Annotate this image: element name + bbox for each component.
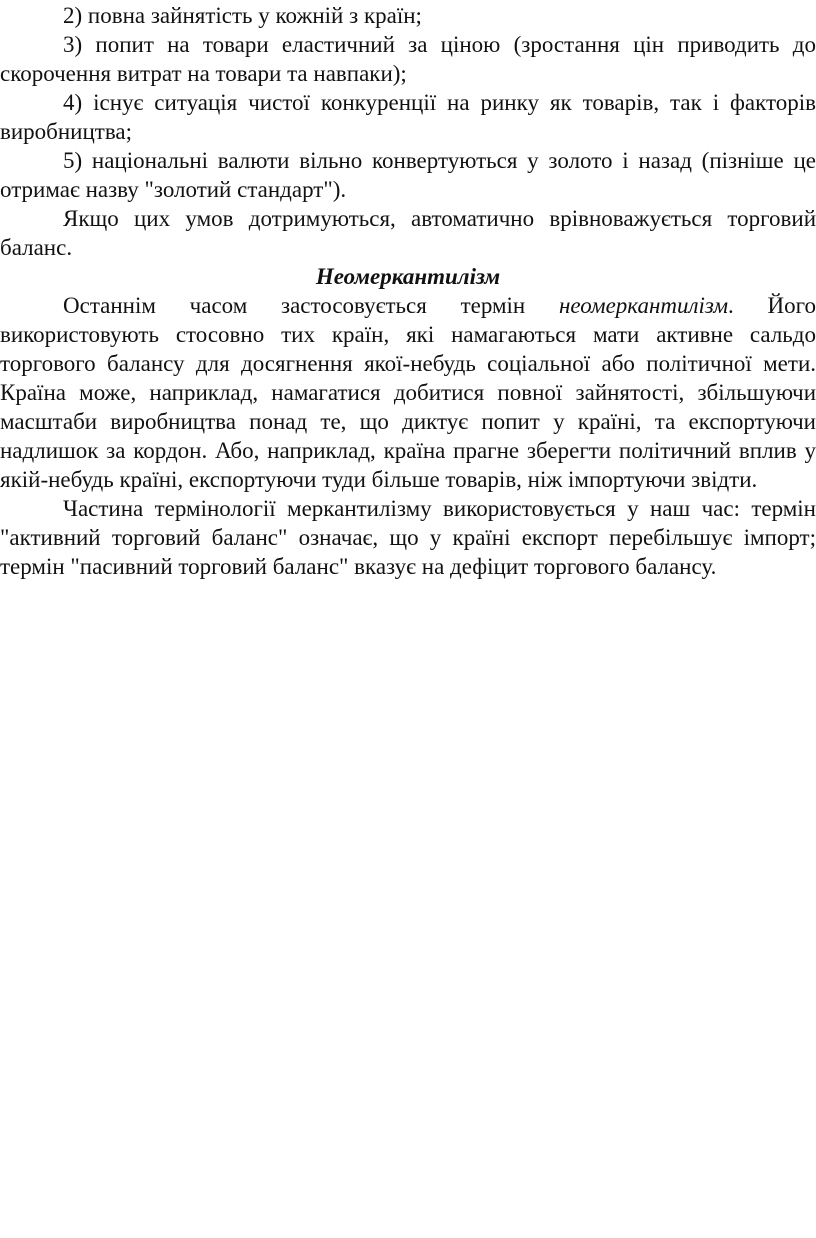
list-item-3: 3) попит на товари еластичний за ціною (зростання цін приводить до скорочення витрат на товари та навпаки); [0, 32, 816, 86]
terminology-paragraph: Частина термінології меркантилізму використовується у наш час: термін "активний торговий баланс" означає, що у країні експорт перебільшує імпорт; термін "пасивний торговий баланс" вказує на дефіцит торгового балансу. [0, 496, 816, 579]
list-item-2: 2) повна зайнятість у кожній з країн; [63, 3, 422, 28]
condition-paragraph: Якщо цих умов дотримуються, автоматично врівноважується торговий баланс. [0, 206, 816, 260]
italic-term: неомеркантилізм [558, 293, 729, 318]
neomercantilism-paragraph [0, 291, 816, 494]
list-item-4: 4) існує ситуація чистої конкуренції на ринку як товарів, так і факторів виробництва; [0, 90, 816, 144]
document-page [0, 0, 816, 581]
section-heading: Неомеркантилізм [315, 264, 501, 289]
list-item-5: 5) національні валюти вільно конвертуються у золото і назад (пізніше це отримає назву "золотий стандарт"). [0, 148, 816, 202]
paragraph-lead: Останнім часом застосовується термін [63, 293, 559, 318]
paragraph-rest: . Його використовують стосовно тих країн, які намагаються мати активне сальдо торгового балансу для досягнення якої-небудь соціальної або політичної мети. Країна може, наприклад, намагатися добитися повної зайнятості, збільшуючи масштаби виробництва понад те, що диктує попит у країні, та експортуючи надлишок за кордон. Або, наприклад, країна прагне зберегти політичний вплив у якій-небудь країні, експортуючи туди більше товарів, ніж імпортуючи звідти. [0, 293, 816, 492]
